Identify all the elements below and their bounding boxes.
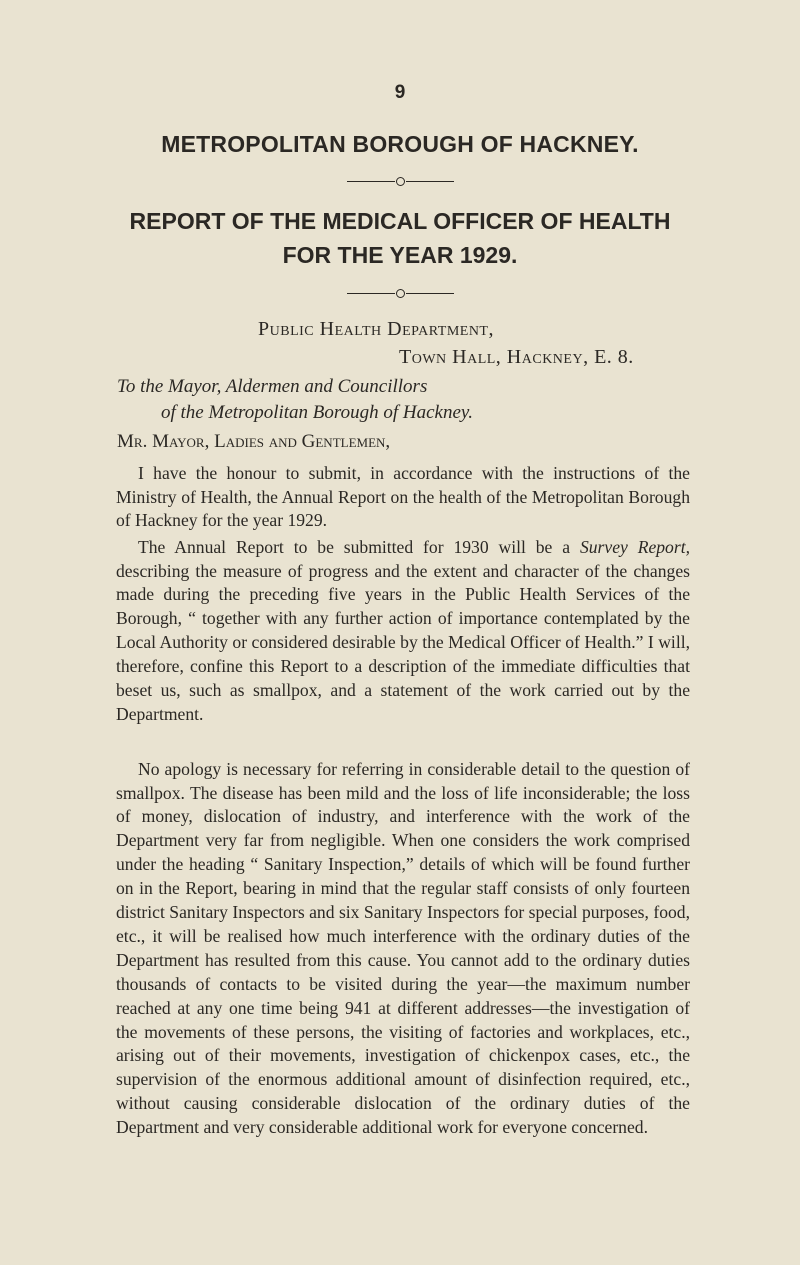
report-title-line1: REPORT OF THE MEDICAL OFFICER OF HEALTH: [129, 208, 671, 234]
report-title: [0, 204, 800, 272]
paragraph-survey: [116, 536, 690, 727]
addressee-line2: of the Metropolitan Borough of Hackney.: [161, 402, 474, 423]
addressee-line1: To the Mayor, Aldermen and Councillors: [117, 376, 428, 397]
borough-heading: METROPOLITAN BOROUGH OF HACKNEY.: [161, 131, 639, 157]
divider-ornament: [0, 284, 800, 298]
salutation: Mr. Mayor, Ladies and Gentlemen,: [117, 431, 391, 452]
survey-text-emphasis: Survey Report,: [579, 536, 690, 557]
report-title-line2: FOR THE YEAR 1929.: [282, 242, 518, 268]
survey-text-after: describing the measure of progress and the extent and character of the changes made during the preceding five years in the Public Health Services of the Borough, “ together with any further action of importance contemplated by the Local Authority or considered desirable by the Medical Officer of Health.” I will, therefore, confine this Report to a description of the immediate difficulties that beset us, such as smallpox, and a statement of the work carried out by the Department.: [116, 560, 690, 724]
paragraph-smallpox: No apology is necessary for referring in considerable detail to the question of smallpox. The disease has been mild and the loss of life inconsiderable; the loss of money, dislocation of industry, and interference with the work of the Department very far from negligible. When one considers the work comprised under the heading “ Sanitary Inspection,” details of which will be found further on in the Report, bearing in mind that the regular staff consists of only fourteen district Sanitary Inspectors and six Sanitary Inspectors for special purposes, food, etc., it will be realised how much interference with the ordinary duties of the Department has resulted from this cause. You cannot add to the ordinary duties thousands of contacts to be visited during the year—the maximum number reached at any one time being 941 at different addresses—the investigation of the movements of these persons, the visiting of factories and workplaces, etc., arising out of their movements, investigation of chickenpox cases, etc., the supervision of the enormous additional amount of disinfection required, etc., without causing considerable dislocation of the ordinary duties of the Department and very considerable additional work for everyone concerned.: [116, 758, 690, 1138]
page-number: 9: [394, 82, 406, 103]
address-line2: Town Hall, Hackney, E. 8.: [399, 346, 634, 368]
address-line1: Public Health Department,: [258, 318, 494, 340]
survey-text-before: The Annual Report to be submitted for 1930 will be a: [138, 536, 580, 557]
paragraph-intro: I have the honour to submit, in accordance with the instructions of the Ministry of Health, the Annual Report on the health of the Metropolitan Borough of Hackney for the year 1929.: [116, 462, 690, 531]
divider-ornament: [0, 172, 800, 186]
